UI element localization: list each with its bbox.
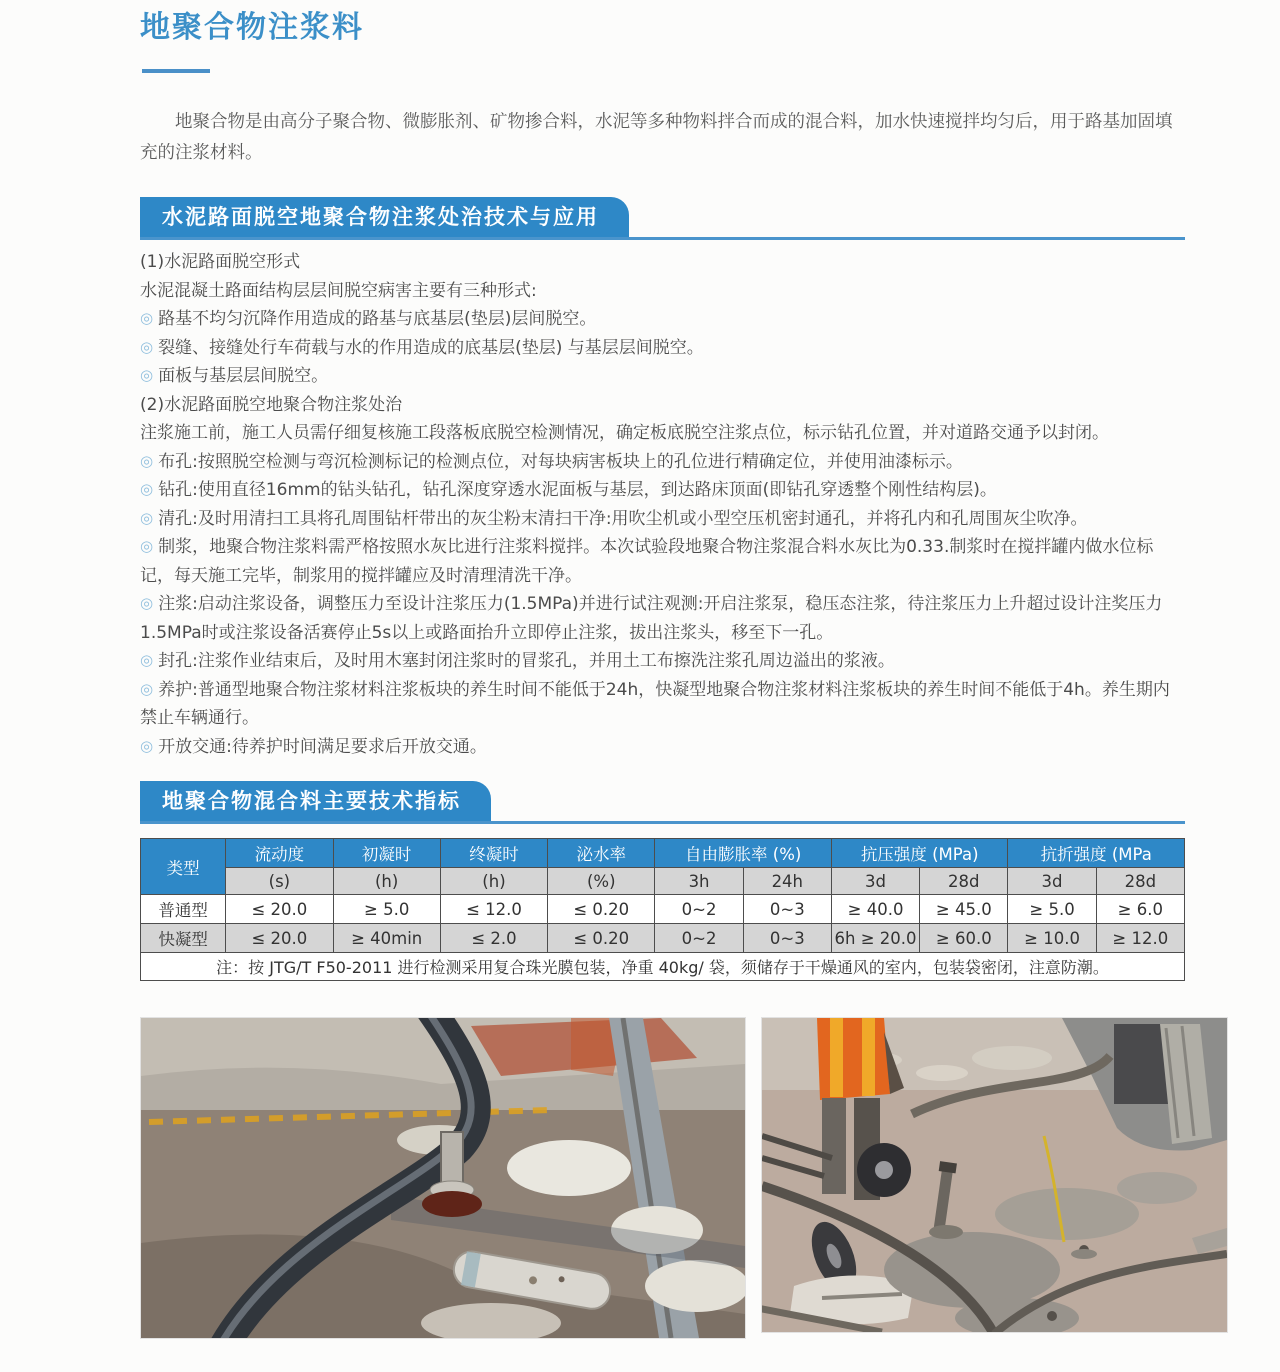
- sub-header: (h): [440, 868, 547, 895]
- header-bleeding: 泌水率: [548, 839, 655, 868]
- header-expansion: 自由膨胀率 (%): [655, 839, 832, 868]
- header-type: 类型: [141, 839, 226, 895]
- sub-header: 3d: [831, 868, 919, 895]
- section1-heading: 水泥路面脱空地聚合物注浆处治技术与应用: [140, 197, 629, 237]
- photo-worksite-grouting: [761, 1017, 1228, 1333]
- ring-bullet-icon: ◎: [140, 366, 154, 384]
- cell: 0~2: [655, 895, 743, 924]
- bullet-item: ◎ 封孔:注浆作业结束后，及时用木塞封闭注浆时的冒浆孔，并用土工布擦洗注浆孔周边溢出的浆液。: [140, 651, 895, 671]
- bullet-item: ◎ 路基不均匀沉降作用造成的路基与底基层(垫层)层间脱空。: [140, 309, 597, 329]
- cell: ≥ 40.0: [831, 895, 919, 924]
- paragraph: 注浆施工前，施工人员需仔细复核施工段落板底脱空检测情况，确定板底脱空注浆点位，标示钻孔位置，并对道路交通予以封闭。: [140, 423, 1109, 443]
- cell: 0~2: [655, 924, 743, 953]
- bullet-item: ◎ 裂缝、接缝处行车荷载与水的作用造成的底基层(垫层) 与基层层间脱空。: [140, 337, 704, 358]
- cell: ≥ 12.0: [1096, 924, 1184, 953]
- cell: ≥ 60.0: [920, 924, 1008, 953]
- photo-strip: [140, 1017, 1185, 1339]
- cell: 6h ≥ 20.0: [831, 924, 919, 953]
- paragraph: (1)水泥路面脱空形式: [140, 252, 301, 272]
- cell: ≤ 2.0: [440, 924, 547, 953]
- ring-bullet-icon: ◎: [140, 679, 154, 698]
- intro-paragraph: 地聚合物是由高分子聚合物、微膨胀剂、矿物掺合料，水泥等多种物料拌合而成的混合料，加水快速搅拌均匀后，用于路基加固填充的注浆材料。: [140, 112, 1173, 163]
- worksite-photo-illustration: [762, 1018, 1227, 1332]
- sub-header: (s): [226, 868, 333, 895]
- cell: ≥ 45.0: [920, 895, 1008, 924]
- table-header-row-2: [141, 868, 1185, 895]
- bullet-item: ◎ 制浆，地聚合物注浆料需严格按照水灰比进行注浆料搅拌。本次试验段地聚合物注浆混合料水灰比为0.33.制浆时在搅拌罐内做水位标记，每天施工完毕，制浆用的搅拌罐应及时清理清洗干净。: [140, 537, 1154, 586]
- ring-bullet-icon: ◎: [140, 337, 154, 356]
- ring-bullet-icon: ◎: [140, 537, 154, 555]
- sub-header: 24h: [743, 868, 831, 895]
- ring-bullet-icon: ◎: [140, 651, 154, 669]
- sub-header: 3d: [1008, 868, 1096, 895]
- sub-header: 28d: [920, 868, 1008, 895]
- paragraph: 水泥混凝土路面结构层层间脱空病害主要有三种形式:: [140, 280, 537, 301]
- paragraph: (2)水泥路面脱空地聚合物注浆处治: [140, 394, 403, 415]
- header-initial-set: 初凝时: [333, 839, 440, 868]
- section1-body: [140, 248, 1185, 761]
- bullet-item: ◎ 开放交通:待养护时间满足要求后开放交通。: [140, 736, 487, 757]
- cell: 0~3: [743, 895, 831, 924]
- pavement-photo-illustration: [141, 1018, 745, 1338]
- sub-header: 28d: [1096, 868, 1184, 895]
- ring-bullet-icon: ◎: [140, 309, 154, 327]
- ring-bullet-icon: ◎: [140, 480, 154, 498]
- table-header-row-1: [141, 839, 1185, 868]
- sub-header: (h): [333, 868, 440, 895]
- bullet-item: ◎ 面板与基层层间脱空。: [140, 366, 329, 386]
- cell: ≤ 12.0: [440, 895, 547, 924]
- header-flexural: 抗折强度 (MPa: [1008, 839, 1185, 868]
- header-compressive: 抗压强度 (MPa): [831, 839, 1008, 868]
- ring-bullet-icon: ◎: [140, 508, 154, 527]
- sub-header: 3h: [655, 868, 743, 895]
- title-underline: [142, 69, 210, 73]
- header-final-set: 终凝时: [440, 839, 547, 868]
- cell: ≤ 0.20: [548, 895, 655, 924]
- bullet-item: ◎ 布孔:按照脱空检测与弯沉检测标记的检测点位，对每块病害板块上的孔位进行精确定位，并使用油漆标示。: [140, 451, 963, 472]
- cell: ≤ 0.20: [548, 924, 655, 953]
- bullet-item: ◎ 养护:普通型地聚合物注浆材料注浆板块的养生时间不能低于24h，快凝型地聚合物注浆材料注浆板块的养生时间不能低于4h。养生期内禁止车辆通行。: [140, 679, 1170, 728]
- table-note-row: [141, 953, 1185, 981]
- header-fluidity: 流动度: [226, 839, 333, 868]
- section2-heading: 地聚合物混合料主要技术指标: [140, 781, 491, 821]
- sub-header: (%): [548, 868, 655, 895]
- table-note: 注：按 JTG/T F50-2011 进行检测采用复合珠光膜包装，净重 40kg/ 袋，须储存于干燥通风的室内，包装袋密闭，注意防潮。: [141, 953, 1185, 981]
- section1-banner-row: [140, 197, 1185, 240]
- photo-grouting-hose-on-pavement: [140, 1017, 746, 1339]
- row-type-label: 快凝型: [141, 924, 226, 953]
- cell: ≤ 20.0: [226, 924, 333, 953]
- bullet-item: ◎ 钻孔:使用直径16mm的钻头钻孔，钻孔深度穿透水泥面板与基层，到达路床顶面(即钻孔穿透整个刚性结构层)。: [140, 480, 997, 500]
- cell: ≥ 6.0: [1096, 895, 1184, 924]
- ring-bullet-icon: ◎: [140, 451, 154, 470]
- table-row-fast-type: [141, 924, 1185, 953]
- cell: 0~3: [743, 924, 831, 953]
- cell: ≤ 20.0: [226, 895, 333, 924]
- ring-bullet-icon: ◎: [140, 736, 154, 755]
- cell: ≥ 40min: [333, 924, 440, 953]
- table-row-normal-type: [141, 895, 1185, 924]
- cell: ≥ 5.0: [1008, 895, 1096, 924]
- cell: ≥ 10.0: [1008, 924, 1096, 953]
- page-title: 地聚合物注浆料: [140, 10, 364, 45]
- row-type-label: 普通型: [141, 895, 226, 924]
- ring-bullet-icon: ◎: [140, 594, 154, 612]
- cell: ≥ 5.0: [333, 895, 440, 924]
- section2-banner-row: [140, 781, 1185, 824]
- bullet-item: ◎ 注浆:启动注浆设备，调整压力至设计注浆压力(1.5MPa)并进行试注观测:开启注浆泵，稳压态注浆，待注浆压力上升超过设计注奖压力1.5MPa时或注浆设备活赛停止5s以上或路面抬升立即停止注浆，拔出注浆头，移至下一孔。: [140, 594, 1163, 643]
- spec-table: [140, 838, 1185, 981]
- bullet-item: ◎ 清孔:及时用清扫工具将孔周围钻杆带出的灰尘粉末清扫干净:用吹尘机或小型空压机密封通孔，并将孔内和孔周围灰尘吹净。: [140, 508, 1088, 529]
